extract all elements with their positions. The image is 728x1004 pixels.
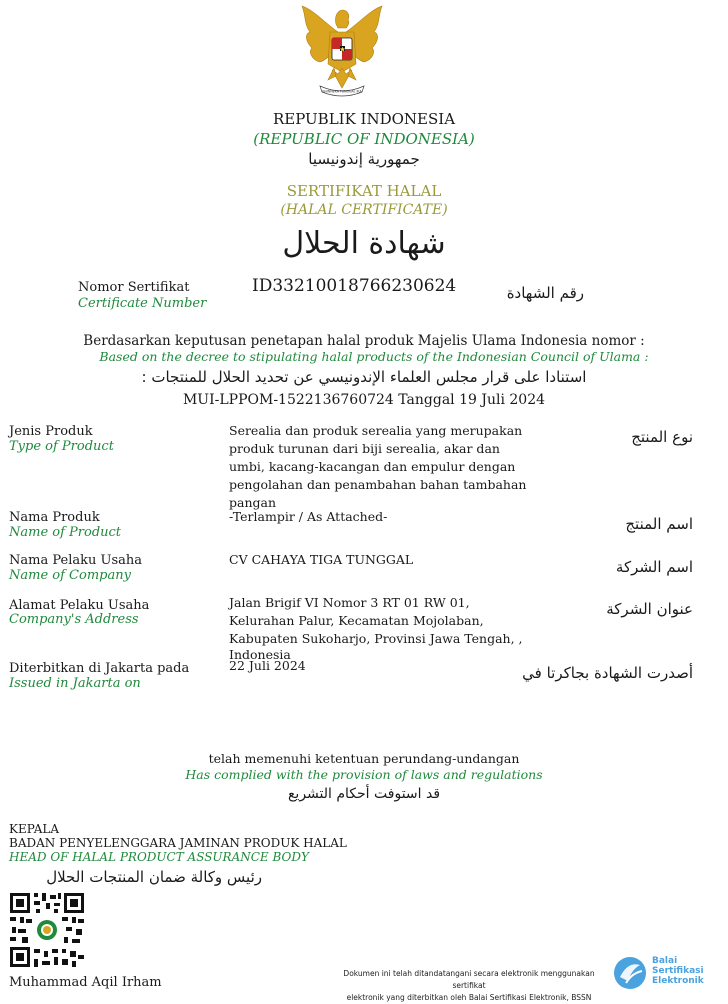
- decree-text-en: Based on the decree to stipulating halal products of the Indonesian Council of Ulama :: [99, 349, 649, 364]
- title-ar: شهادة الحلال: [282, 226, 446, 261]
- electronic-signature-note: Dokumen ini telah ditandatangani secara elektronik menggunakan sertifikat elektronik yang diterbitkan oleh Balai Sertifikasi Elektronik, BSSN: [343, 969, 595, 1002]
- title-en: (HALAL CERTIFICATE): [280, 202, 448, 218]
- emblem-motto: BHINNEKA TUNGGAL IKA: [322, 89, 362, 94]
- certificate-number-label: Nomor Sertifikat: [78, 280, 190, 295]
- product-name-label-ar: اسم المنتج: [625, 515, 693, 533]
- title-id: SERTIFIKAT HALAL: [286, 182, 442, 200]
- compliance-text-id: telah memenuhi ketentuan perundang-undangan: [208, 751, 520, 766]
- bsre-logo-text: Balai Sertifikasi Elektronik: [652, 956, 704, 986]
- type-label: Jenis Produk: [9, 424, 93, 439]
- company-value: CV CAHAYA TIGA TUNGGAL: [229, 552, 414, 567]
- country-ar: جمهورية إندونيسيا: [308, 150, 420, 168]
- address-label-ar: عنوان الشركة: [606, 600, 693, 618]
- signatory-title-ar: رئيس وكالة ضمان المنتجات الحلال: [46, 868, 262, 886]
- signatory-title-1: KEPALA: [9, 822, 59, 836]
- product-name-label-en: Name of Product: [9, 525, 122, 540]
- certificate-number: ID33210018766230624: [252, 276, 457, 296]
- product-name-value: -Terlampir / As Attached-: [229, 509, 388, 524]
- company-label: Nama Pelaku Usaha: [9, 553, 142, 568]
- decree-text-ar: استنادا على قرار مجلس العلماء الإندونيسي عن تحديد الحلال للمنتجات :: [141, 368, 587, 386]
- signatory-title-2: BADAN PENYELENGGARA JAMINAN PRODUK HALAL: [9, 836, 347, 850]
- country-en: (REPUBLIC OF INDONESIA): [253, 130, 475, 148]
- issued-label-en: Issued in Jakarta on: [9, 676, 141, 691]
- address-label-en: Company's Address: [9, 612, 139, 627]
- signatory-title-en: HEAD OF HALAL PRODUCT ASSURANCE BODY: [9, 850, 309, 864]
- address-label: Alamat Pelaku Usaha: [9, 598, 150, 613]
- issued-label: Diterbitkan di Jakarta pada: [9, 661, 190, 676]
- type-label-en: Type of Product: [9, 439, 114, 454]
- bsre-logo-icon: [612, 955, 648, 991]
- address-value: Jalan Brigif VI Nomor 3 RT 01 RW 01, Kelurahan Palur, Kecamatan Mojolaban, Kabupaten Sukoharjo, Provinsi Jawa Tengah, , Indonesia: [229, 595, 523, 662]
- product-name-label: Nama Produk: [9, 510, 100, 525]
- garuda-emblem: [296, 2, 388, 98]
- compliance-text-ar: قد استوفت أحكام التشريع: [287, 786, 441, 802]
- country-id: REPUBLIK INDONESIA: [272, 110, 456, 128]
- qr-code: [10, 893, 84, 967]
- decree-text-id: Berdasarkan keputusan penetapan halal produk Majelis Ulama Indonesia nomor :: [83, 333, 645, 349]
- decree-number: MUI-LPPOM-1522136760724 Tanggal 19 Juli 2024: [182, 392, 546, 408]
- issued-date: 22 Juli 2024: [229, 658, 306, 673]
- type-label-ar: نوع المنتج: [631, 428, 693, 446]
- signatory-name: Muhammad Aqil Irham: [9, 975, 162, 990]
- type-value: Serealia dan produk serealia yang merupakan produk turunan dari biji serealia, akar dan umbi, kacang-kacangan dan empulur dengan pengolahan dan penambahan bahan tambahan pangan: [229, 423, 527, 510]
- compliance-text-en: Has complied with the provision of laws and regulations: [185, 767, 543, 782]
- issued-label-ar: أصدرت الشهادة بجاكرتا في: [522, 664, 693, 682]
- certificate-number-label-en: Certificate Number: [78, 296, 207, 311]
- company-label-ar: اسم الشركة: [615, 558, 693, 576]
- certificate-number-label-ar: رقم الشهادة: [506, 284, 584, 302]
- company-label-en: Name of Company: [9, 568, 131, 583]
